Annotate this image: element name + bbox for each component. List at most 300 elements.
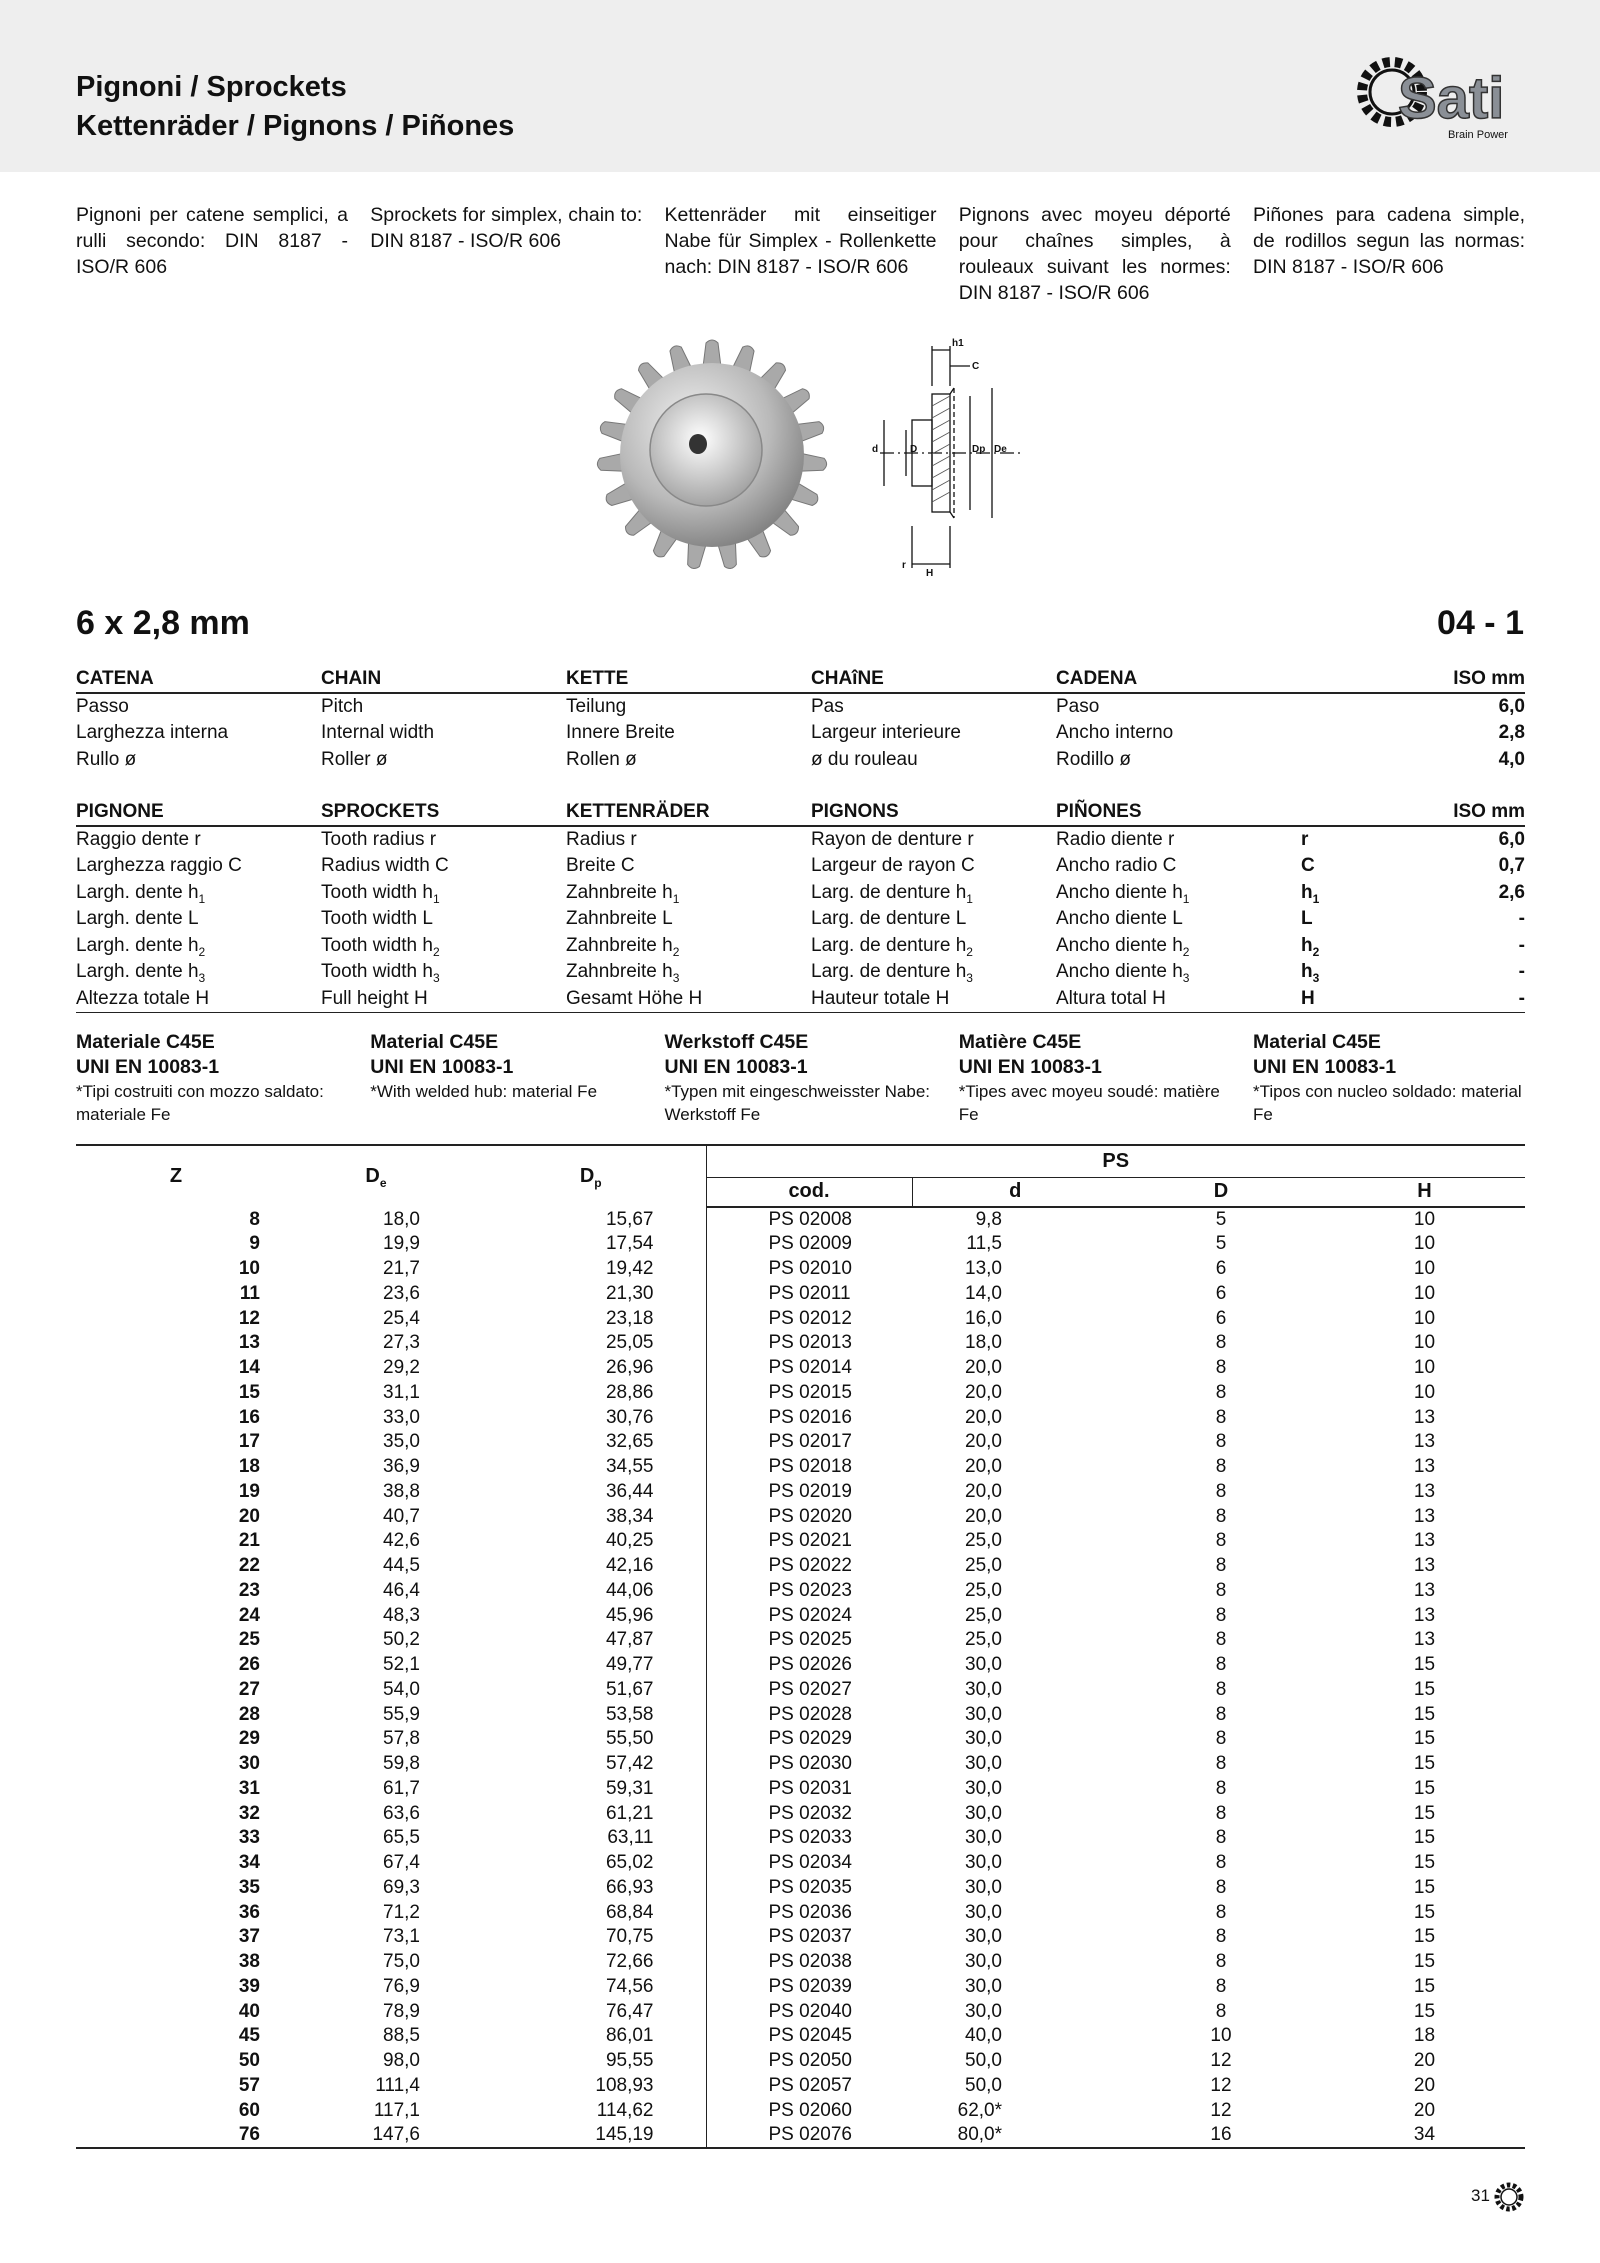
cell-d: 20,0 <box>965 1456 1002 1478</box>
cell-symbol <box>1301 826 1431 853</box>
material-fr <box>959 1030 1231 1126</box>
cell-d: 9,8 <box>975 1209 1002 1230</box>
table-row <box>76 1752 1525 1777</box>
cell-en <box>321 933 566 960</box>
cell-d: 30,0 <box>965 1703 1002 1725</box>
cell-D: 8 <box>1215 1381 1227 1403</box>
cell-de: 78,9 <box>383 2000 420 2022</box>
header-H: H <box>1324 1177 1525 1207</box>
cell-z: 50 <box>238 2050 260 2072</box>
cell-text: Tooth radius r <box>321 829 437 850</box>
cell-dp: 42,16 <box>605 1555 654 1577</box>
cell-cod: PS 02030 <box>706 1752 912 1777</box>
cell-de: 46,4 <box>383 1579 420 1601</box>
cell-dp: 145,19 <box>476 2123 706 2148</box>
title-line-1: Pignoni / Sprockets <box>76 71 347 103</box>
cell-de <box>566 826 811 853</box>
cell-cod: PS 02040 <box>706 1999 912 2024</box>
cell-dp: 63,11 <box>607 1827 654 1849</box>
cell-D: 8 <box>1215 2000 1227 2022</box>
material-name: Matière C45E <box>958 1031 1082 1053</box>
cell-dp: 51,67 <box>605 1678 654 1700</box>
table-row <box>76 959 1525 986</box>
header-de-text: D <box>365 1165 380 1187</box>
cell-de: 55,9 <box>383 1703 420 1725</box>
header-cell: CADENA <box>1056 666 1301 693</box>
cell-d: 30,0 <box>965 1827 1002 1849</box>
cell-value: 6,0 <box>1498 696 1525 717</box>
cell-d: 62,0* <box>957 2099 1002 2121</box>
sprocket-data-section <box>76 1144 1525 2149</box>
chain-spec-table <box>76 666 1525 773</box>
chain-size-title: 6 x 2,8 mm <box>76 604 250 642</box>
header-cell: PIÑONES <box>1056 799 1301 826</box>
cell-cod: PS 02031 <box>706 1777 912 1802</box>
drawing-label-h1: h1 <box>952 338 964 349</box>
cell-D: 6 <box>1215 1258 1227 1280</box>
cell-dp: 21,30 <box>605 1282 654 1304</box>
sprocket-photo <box>596 326 828 584</box>
cell-de: 27,3 <box>383 1332 420 1354</box>
material-norm: UNI EN 10083-1 <box>370 1056 514 1078</box>
cell-d: 80,0* <box>912 2123 1118 2148</box>
cell-cod: PS 02008 <box>706 1207 912 1232</box>
cell-de: 36,9 <box>383 1456 420 1478</box>
cell-D: 8 <box>1215 1332 1227 1354</box>
header-cell: SPROCKETS <box>321 799 566 826</box>
cell-dp: 95,55 <box>605 2050 654 2072</box>
cell-z: 36 <box>238 1901 260 1923</box>
cell-z: 24 <box>238 1604 260 1626</box>
cell-dp: 74,56 <box>605 1975 654 1997</box>
cell-de: 88,5 <box>383 2025 420 2047</box>
cell-de: 42,6 <box>383 1530 420 1552</box>
table-row <box>76 1801 1525 1826</box>
cell-es <box>1056 959 1301 986</box>
table-row <box>76 1876 1525 1901</box>
cell-H: 20 <box>1413 2099 1436 2121</box>
cell-fr <box>811 933 1056 960</box>
cell-fr <box>811 880 1056 907</box>
cell-z: 23 <box>238 1579 260 1601</box>
header-cell: ISO mm <box>1301 799 1525 826</box>
cell-dp: 36,44 <box>605 1480 654 1502</box>
table-row <box>76 1900 1525 1925</box>
cell-value: 2,8 <box>1498 722 1525 744</box>
cell-symbol <box>1301 853 1431 880</box>
cell-H: 10 <box>1413 1282 1436 1304</box>
page-title <box>76 68 514 146</box>
cell-de: 52,1 <box>383 1654 420 1676</box>
cell-text: Largh. dente h <box>76 961 199 983</box>
cell-z: 26 <box>238 1654 260 1676</box>
intro-es: Piñones para cadena simple, de rodillos segun las normas: DIN 8187 - ISO/R 606 <box>1253 204 1525 278</box>
cell-de: 69,3 <box>383 1876 420 1898</box>
cell-cod: PS 02011 <box>706 1282 912 1307</box>
cell-d: 30,0 <box>965 1654 1002 1676</box>
cell-d: 30,0 <box>965 1901 1002 1923</box>
cell-dp: 53,58 <box>605 1703 654 1725</box>
table-row <box>76 1628 1525 1653</box>
cell-z: 20 <box>238 1505 260 1527</box>
cell-text: Zahnbreite L <box>566 908 673 930</box>
cell-z: 30 <box>238 1753 260 1775</box>
header-cell: PIGNONS <box>811 799 1056 826</box>
cell-subscript: 2 <box>432 944 440 959</box>
cell-de: 33,0 <box>383 1406 420 1428</box>
brand-logo <box>1352 50 1527 145</box>
cell-it <box>76 906 321 933</box>
material-de <box>665 1030 937 1126</box>
cell-subscript: 1 <box>966 891 973 906</box>
material-name: Material C45E <box>1253 1031 1381 1053</box>
cell-d: 30,0 <box>965 2000 1002 2022</box>
title-line-2: Kettenräder / Pignons / Piñones <box>76 110 515 142</box>
cell-d: 25,0 <box>965 1530 1002 1552</box>
cell-z: 9 <box>249 1233 260 1255</box>
symbol-text: C <box>1301 855 1315 877</box>
cell-de: 98,0 <box>383 2050 420 2072</box>
cell-dp: 114,62 <box>596 2099 654 2121</box>
cell-value: - <box>1518 934 1525 956</box>
table-row <box>76 1529 1525 1554</box>
cell-es: Rodillo ø <box>1056 748 1131 770</box>
symbol-text: h <box>1301 934 1313 956</box>
cell-d: 30,0 <box>965 1802 1002 1824</box>
cell-fr <box>811 986 1056 1013</box>
cell-es <box>1056 853 1301 880</box>
cell-subscript: 1 <box>198 891 206 906</box>
cell-d: 30,0 <box>965 1728 1002 1750</box>
header-dp-text: D <box>579 1165 595 1187</box>
cell-H: 13 <box>1413 1480 1436 1502</box>
cell-z: 35 <box>238 1876 260 1898</box>
cell-H: 20 <box>1413 2074 1436 2096</box>
cell-d: 16,0 <box>965 1307 1002 1329</box>
cell-D: 8 <box>1215 1926 1227 1948</box>
cell-d: 30,0 <box>965 1678 1002 1700</box>
cell-it <box>76 853 321 880</box>
table-row <box>76 1331 1525 1356</box>
table-row <box>76 2074 1525 2099</box>
cell-en: Internal width <box>321 722 435 744</box>
intro-de: Kettenräder mit einseitiger Nabe für Simplex - Rollenkette nach: DIN 8187 - ISO/R 606 <box>664 204 937 278</box>
cell-de: 38,8 <box>383 1480 420 1502</box>
cell-H: 10 <box>1413 1332 1436 1354</box>
cell-de: 31,1 <box>383 1381 420 1403</box>
header-d: d <box>912 1177 1118 1207</box>
cell-it: Larghezza interna <box>76 722 229 744</box>
cell-de: 25,4 <box>383 1307 420 1329</box>
cell-d: 30,0 <box>965 1753 1002 1775</box>
cell-fr <box>811 826 1056 853</box>
cell-text: Zahnbreite h <box>566 961 673 983</box>
cell-z: 29 <box>238 1728 260 1750</box>
cell-z: 12 <box>238 1307 260 1329</box>
header-D: D <box>1118 1177 1324 1207</box>
cell-text: Breite C <box>566 855 635 877</box>
cell-symbol <box>1301 906 1431 933</box>
table-row <box>76 1653 1525 1678</box>
intro-section <box>76 202 1525 306</box>
cell-z: 60 <box>238 2099 260 2121</box>
cell-dp: 45,96 <box>605 1604 654 1626</box>
cell-H: 13 <box>1413 1456 1436 1478</box>
cell-value: 2,6 <box>1498 881 1525 903</box>
material-name: Materiale C45E <box>76 1031 215 1053</box>
cell-H: 15 <box>1413 1654 1436 1676</box>
cell-es <box>1056 826 1301 853</box>
cell-fr <box>811 853 1056 880</box>
cell-z: 8 <box>249 1208 260 1230</box>
cell-dp: 72,66 <box>605 1951 654 1973</box>
cell-text: Hauteur totale H <box>811 987 950 1009</box>
cell-z: 39 <box>238 1975 260 1997</box>
cell-text: Gesamt Höhe H <box>566 987 703 1009</box>
header-z: Z <box>76 1145 276 1207</box>
cell-D: 8 <box>1215 1579 1227 1601</box>
cell-z: 11 <box>239 1282 260 1304</box>
cell-D: 8 <box>1215 1530 1227 1552</box>
material-note: *Typen mit eingeschweisster Nabe: Werkstoff Fe <box>664 1082 931 1124</box>
cell-D: 8 <box>1215 1827 1227 1849</box>
cell-dp: 49,77 <box>605 1654 654 1676</box>
cell-D: 6 <box>1215 1307 1227 1329</box>
cell-d: 13,0 <box>965 1258 1002 1280</box>
cell-z: 13 <box>238 1332 260 1354</box>
table-row <box>76 1826 1525 1851</box>
cell-de <box>566 880 811 907</box>
cell-z: 32 <box>238 1802 260 1824</box>
cell-cod: PS 02019 <box>706 1480 912 1505</box>
cell-D: 8 <box>1215 1753 1227 1775</box>
drawing-label-d: d <box>872 444 879 455</box>
cell-en <box>321 986 566 1013</box>
cell-de: 18,0 <box>383 1208 420 1230</box>
cell-es <box>1056 933 1301 960</box>
table-row <box>76 1579 1525 1604</box>
cell-en <box>321 959 566 986</box>
cell-de: 40,7 <box>383 1505 420 1527</box>
cell-cod: PS 02016 <box>706 1405 912 1430</box>
cell-H: 15 <box>1413 1876 1436 1898</box>
cell-H: 20 <box>1413 2050 1436 2072</box>
cell-cod: PS 02028 <box>706 1702 912 1727</box>
cell-d: 18,0 <box>965 1332 1002 1354</box>
cell-d: 30,0 <box>965 1876 1002 1898</box>
cell-D: 8 <box>1215 1357 1227 1379</box>
table-row <box>76 880 1525 907</box>
cell-en: Pitch <box>321 696 364 717</box>
cell-subscript: 3 <box>198 971 206 986</box>
cell-dp: 15,67 <box>605 1208 654 1230</box>
cell-cod: PS 02034 <box>706 1851 912 1876</box>
cell-de: Innere Breite <box>566 722 675 744</box>
table-row <box>76 1232 1525 1257</box>
table-row <box>76 1727 1525 1752</box>
cell-H: 13 <box>1413 1431 1436 1453</box>
table-row <box>76 1999 1525 2024</box>
cell-z: 21 <box>238 1530 260 1552</box>
cell-de <box>566 853 811 880</box>
data-table-header-row <box>76 1145 1525 1177</box>
cell-cod: PS 02036 <box>706 1900 912 1925</box>
cell-text: Larg. de denture h <box>811 961 967 983</box>
cell-text: Tooth width h <box>321 961 433 983</box>
cell-H: 13 <box>1413 1629 1436 1651</box>
cell-d: 20,0 <box>965 1381 1002 1403</box>
symbol-subscript: 1 <box>1312 891 1320 906</box>
cell-H: 15 <box>1413 1926 1436 1948</box>
cell-cod: PS 02039 <box>706 1975 912 2000</box>
cell-z: 38 <box>238 1951 260 1973</box>
cell-text: Larg. de denture L <box>811 908 967 930</box>
cell-H: 15 <box>1413 1728 1436 1750</box>
cell-H: 10 <box>1413 1209 1436 1230</box>
cell-D: 8 <box>1215 1480 1227 1502</box>
cell-H: 15 <box>1413 1852 1436 1874</box>
cell-de: 23,6 <box>383 1282 420 1304</box>
symbol-text: r <box>1301 829 1309 850</box>
cell-dp: 23,18 <box>605 1307 654 1329</box>
cell-d: 20,0 <box>965 1431 1002 1453</box>
table-row <box>76 1504 1525 1529</box>
cell-text: Full height H <box>321 987 428 1009</box>
cell-H: 10 <box>1413 1258 1436 1280</box>
cell-H: 10 <box>1413 1307 1436 1329</box>
material-norm: UNI EN 10083-1 <box>664 1056 808 1078</box>
table-row <box>76 2049 1525 2074</box>
cell-text: Larg. de denture h <box>811 934 967 956</box>
cell-de: 73,1 <box>383 1926 420 1948</box>
table-row <box>76 1430 1525 1455</box>
cell-cod: PS 02037 <box>706 1925 912 1950</box>
cell-dp: 57,42 <box>605 1753 654 1775</box>
intro-it: Pignoni per catene semplici, a rulli secondo: DIN 8187 - ISO/R 606 <box>76 204 348 278</box>
table-row <box>76 2098 1525 2123</box>
cell-text: Radius width C <box>321 855 449 877</box>
table-row <box>76 853 1525 880</box>
cell-de: 147,6 <box>276 2123 476 2148</box>
drawing-label-H: H <box>926 568 934 576</box>
cell-dp: 59,31 <box>605 1777 654 1799</box>
cell-D: 8 <box>1215 1406 1227 1428</box>
material-name: Material C45E <box>370 1031 499 1053</box>
cell-value: - <box>1431 986 1525 1013</box>
cell-cod: PS 02050 <box>706 2049 912 2074</box>
cell-cod: PS 02045 <box>706 2024 912 2049</box>
symbol-subscript: 2 <box>1312 944 1320 959</box>
cell-cod: PS 02057 <box>706 2074 912 2099</box>
cell-fr: ø du rouleau <box>811 748 918 770</box>
cell-fr <box>811 906 1056 933</box>
page-number: 31 <box>1471 2186 1490 2205</box>
symbol-subscript: 3 <box>1312 971 1320 986</box>
cell-cod: PS 02025 <box>706 1628 912 1653</box>
table-row <box>76 1480 1525 1505</box>
cell-z: 17 <box>238 1431 260 1453</box>
cell-de: 117,1 <box>373 2099 420 2121</box>
header-dp <box>476 1145 706 1207</box>
cell-d: 25,0 <box>965 1604 1002 1626</box>
cell-z: 45 <box>238 2025 260 2047</box>
cell-z: 16 <box>238 1406 260 1428</box>
cell-text: Ancho diente L <box>1056 908 1183 930</box>
cell-H: 18 <box>1413 2025 1436 2047</box>
cell-de <box>566 986 811 1013</box>
cell-z: 15 <box>238 1381 260 1403</box>
cell-subscript: 1 <box>432 891 440 906</box>
cell-D: 8 <box>1215 1703 1227 1725</box>
table-row <box>76 1925 1525 1950</box>
cell-D: 8 <box>1215 1728 1227 1750</box>
material-section <box>76 1030 1525 1126</box>
table-row <box>76 986 1525 1013</box>
cell-z: 18 <box>238 1456 260 1478</box>
cell-dp: 61,21 <box>605 1802 654 1824</box>
cell-text: Radio diente r <box>1056 829 1175 850</box>
cell-D: 8 <box>1215 1431 1227 1453</box>
cell-d: 40,0 <box>965 2025 1002 2047</box>
cell-cod: PS 02024 <box>706 1603 912 1628</box>
cell-de: 61,7 <box>383 1777 420 1799</box>
cell-de: Rollen ø <box>566 748 637 770</box>
symbol-text: H <box>1301 987 1315 1009</box>
material-es <box>1253 1030 1525 1126</box>
material-name: Werkstoff C45E <box>664 1031 809 1053</box>
header-ps-group: PS <box>706 1145 1525 1177</box>
cell-subscript: 1 <box>1182 891 1190 906</box>
cell-z: 25 <box>238 1629 260 1651</box>
cell-text: Ancho diente h <box>1056 881 1183 903</box>
cell-subscript: 2 <box>966 944 973 959</box>
cell-de: 50,2 <box>383 1629 420 1651</box>
cell-D: 10 <box>1210 2025 1232 2047</box>
cell-it: Passo <box>76 696 129 717</box>
cell-de <box>566 906 811 933</box>
logo-tagline: Brain Power <box>1448 129 1508 141</box>
cell-text: Tooth width h <box>321 881 433 903</box>
cell-D: 8 <box>1215 1975 1227 1997</box>
cell-de: 54,0 <box>383 1678 420 1700</box>
cell-cod: PS 02029 <box>706 1727 912 1752</box>
cell-it: Rullo ø <box>76 748 137 770</box>
cell-D: 12 <box>1210 2099 1232 2121</box>
cell-cod: PS 02076 <box>706 2123 912 2148</box>
cell-dp: 65,02 <box>605 1852 654 1874</box>
cell-it <box>76 880 321 907</box>
cell-d: 25,0 <box>965 1555 1002 1577</box>
cell-de: 35,0 <box>383 1431 420 1453</box>
cell-H: 13 <box>1413 1604 1436 1626</box>
cell-d: 25,0 <box>965 1629 1002 1651</box>
cell-d: 20,0 <box>965 1406 1002 1428</box>
cell-D: 8 <box>1215 1876 1227 1898</box>
cell-H: 10 <box>1413 1233 1436 1255</box>
table-row <box>76 1603 1525 1628</box>
table-row <box>76 906 1525 933</box>
cell-z: 40 <box>238 2000 260 2022</box>
cell-symbol <box>1301 986 1431 1013</box>
table-row <box>76 826 1525 853</box>
cell-D: 8 <box>1215 1555 1227 1577</box>
material-note: *Tipes avec moyeu soudé: matière Fe <box>958 1082 1220 1124</box>
cell-text: Largeur de rayon C <box>811 855 975 877</box>
table-row <box>76 1207 1525 1232</box>
cell-text: Largh. dente L <box>76 908 199 930</box>
cell-text: Zahnbreite h <box>566 881 673 903</box>
cell-de: 48,3 <box>383 1604 420 1626</box>
